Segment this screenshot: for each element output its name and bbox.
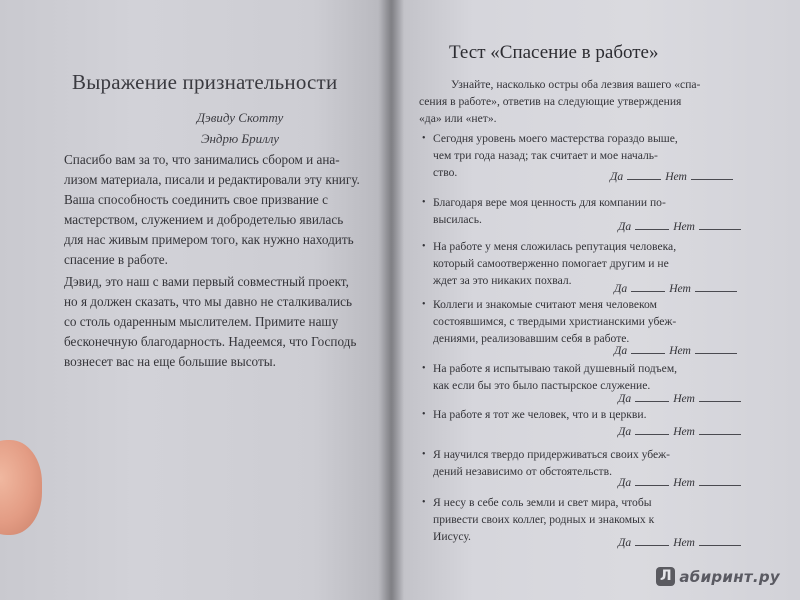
text-line: Я научился твердо придерживаться своих убеж- <box>433 448 671 461</box>
text-line: На работе у меня сложилась репутация человека, <box>433 240 677 253</box>
text-line: Сегодня уровень моего мастерства гораздо выше, <box>433 132 678 145</box>
answer-line <box>614 344 741 357</box>
bullet-icon: • <box>422 299 426 310</box>
answer-yes-label: Да <box>618 476 632 489</box>
text-line: На работе я тот же человек, что и в церкви. <box>433 408 647 421</box>
test-intro <box>419 76 751 127</box>
text-line: который самоотверженно помогает другим и не <box>433 257 669 270</box>
text-line: привести своих коллег, родных и знакомых к <box>433 513 655 526</box>
answer-blank[interactable] <box>635 538 669 546</box>
labirint-watermark <box>656 567 780 586</box>
answer-yes-label: Да <box>614 282 628 295</box>
text-line: как если бы это было пастырское служение. <box>433 379 651 392</box>
test-statement <box>422 360 752 394</box>
answer-yes-label: Да <box>618 425 632 438</box>
text-line: для нас живым примером того, как нужно находить <box>64 232 354 247</box>
text-line: Ваша способность соединить свое призвание с <box>64 192 328 207</box>
acknowledgements-title: Выражение признательности <box>72 70 338 94</box>
test-statement <box>422 296 752 347</box>
answer-blank[interactable] <box>699 394 741 402</box>
test-statement <box>422 406 752 423</box>
text-line: Узнайте, насколько остры оба лезвия вашего «спа- <box>451 78 701 91</box>
test-title: Тест «Спасение в работе» <box>449 42 659 63</box>
bullet-icon: • <box>422 497 426 508</box>
text-line: чем три года назад; так считает и мое началь- <box>433 149 658 162</box>
text-line: Дэвид, это наш с вами первый совместный проект, <box>64 274 349 289</box>
answer-line <box>618 220 745 233</box>
answer-blank[interactable] <box>631 284 665 292</box>
bullet-icon: • <box>422 363 426 374</box>
text-line: ство. <box>433 166 458 179</box>
watermark-text: абиринт.ру <box>679 567 780 586</box>
bullet-icon: • <box>422 449 426 460</box>
answer-no-label: Нет <box>673 476 695 489</box>
text-line: дений независимо от обстоятельств. <box>433 465 612 478</box>
text-line: вознесет вас на еще большие высоты. <box>64 354 276 369</box>
text-line: Я несу в себе соль земли и свет мира, чтобы <box>433 496 652 509</box>
answer-no-label: Нет <box>669 282 691 295</box>
answer-blank[interactable] <box>627 172 661 180</box>
answer-no-label: Нет <box>673 425 695 438</box>
dedication-line: Эндрю Бриллу <box>200 131 280 146</box>
text-line: Иисусу. <box>433 530 471 543</box>
dedication <box>150 107 330 149</box>
text-line: лизом материала, писали и редактировали эту книгу. <box>64 172 360 187</box>
answer-line <box>610 170 737 183</box>
answer-yes-label: Да <box>618 536 632 549</box>
dedication-line: Дэвиду Скотту <box>196 110 284 125</box>
answer-yes-label: Да <box>614 344 628 357</box>
bullet-icon: • <box>422 197 426 208</box>
paragraph <box>30 150 370 270</box>
answer-blank[interactable] <box>631 346 665 354</box>
answer-no-label: Нет <box>673 220 695 233</box>
bullet-icon: • <box>422 133 426 144</box>
answer-blank[interactable] <box>699 427 741 435</box>
answer-line <box>618 425 745 438</box>
answer-blank[interactable] <box>695 346 737 354</box>
text-line: со столь одаренным мыслителем. Примите нашу <box>64 314 339 329</box>
right-page <box>392 0 800 600</box>
answer-blank[interactable] <box>635 222 669 230</box>
test-statement <box>422 446 752 480</box>
bullet-icon: • <box>422 241 426 252</box>
text-line: На работе я испытываю такой душевный подъем, <box>433 362 678 375</box>
text-line: Благодаря вере моя ценность для компании по- <box>433 196 666 209</box>
finger-photo <box>0 440 42 535</box>
answer-blank[interactable] <box>699 538 741 546</box>
text-line: бесконечную благодарность. Надеемся, что Господь <box>64 334 357 349</box>
text-line: состоявшимся, с твердыми христианскими убеж- <box>433 315 677 328</box>
answer-no-label: Нет <box>673 536 695 549</box>
left-page <box>0 0 392 600</box>
text-line: Спасибо вам за то, что занимались сбором и ана- <box>64 152 340 167</box>
answer-blank[interactable] <box>635 394 669 402</box>
paragraph <box>30 272 370 372</box>
text-line: «да» или «нет». <box>419 112 497 125</box>
text-line: Коллеги и знакомые считают меня человеком <box>433 298 657 311</box>
answer-no-label: Нет <box>673 392 695 405</box>
text-line: спасение в работе. <box>64 252 168 267</box>
text-line: но я должен сказать, что мы давно не сталкивались <box>64 294 353 309</box>
acknowledgements-body <box>30 150 370 374</box>
text-line: высилась. <box>433 213 482 226</box>
answer-no-label: Нет <box>669 344 691 357</box>
answer-blank[interactable] <box>695 284 737 292</box>
book-gutter <box>378 0 404 600</box>
answer-blank[interactable] <box>635 478 669 486</box>
text-line: сения в работе», ответив на следующие утверждения <box>419 95 682 108</box>
answer-yes-label: Да <box>618 392 632 405</box>
answer-blank[interactable] <box>691 172 733 180</box>
labirint-logo-icon: Л <box>656 567 675 586</box>
answer-no-label: Нет <box>665 170 687 183</box>
text-line: ждет за это никаких похвал. <box>433 274 572 287</box>
answer-yes-label: Да <box>618 220 632 233</box>
answer-line <box>614 282 741 295</box>
answer-blank[interactable] <box>699 222 741 230</box>
answer-blank[interactable] <box>635 427 669 435</box>
text-line: дениями, реализовавшим себя в работе. <box>433 332 630 345</box>
answer-line <box>618 536 745 549</box>
text-line: мастерством, служением и добродетелью явилась <box>64 212 344 227</box>
bullet-icon: • <box>422 409 426 420</box>
answer-line <box>618 392 745 405</box>
answer-line <box>618 476 745 489</box>
answer-yes-label: Да <box>610 170 624 183</box>
answer-blank[interactable] <box>699 478 741 486</box>
